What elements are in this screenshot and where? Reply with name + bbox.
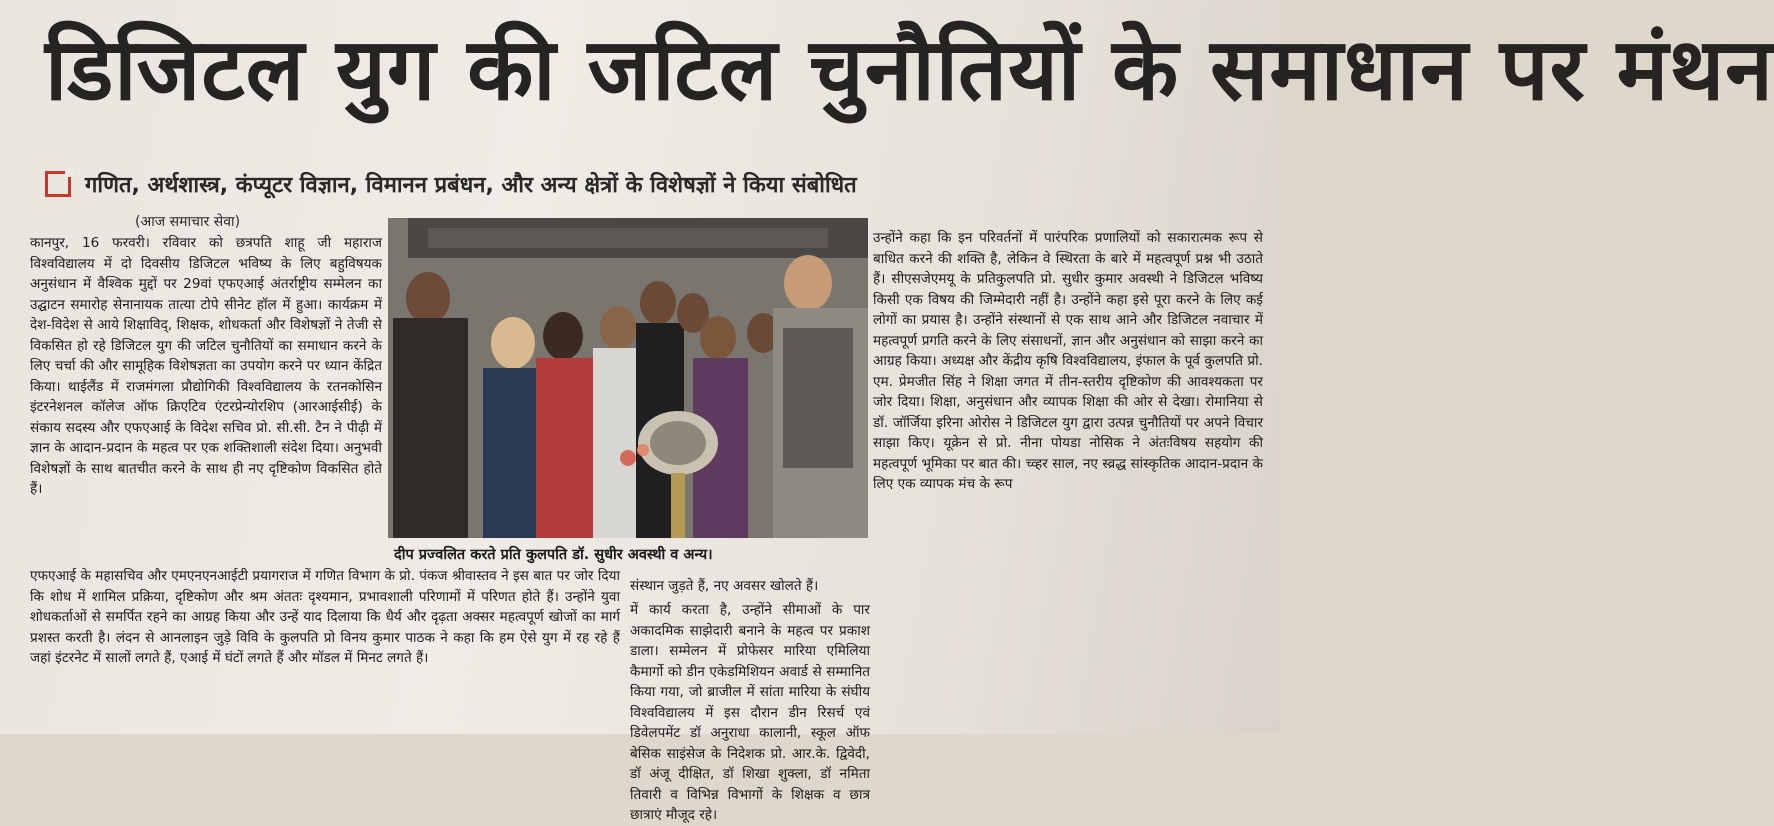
news-photo: [388, 218, 868, 538]
article-paragraph: उन्होंने कहा कि इन परिवर्तनों में पारंपरिक प्रणालियों को सकारात्मक रूप से बाधित करने की शक्ति है, लेकिन वे स्थिरता के बारे में महत्वपूर्ण प्रश्न भी उठाते हैं। सीएसजेएमयू के प्रतिकुलपति प्रो. सुधीर कुमार अवस्थी ने डिजिटल भविष्य किसी एक विषय की जिम्मेदारी नहीं है। उन्होंने कहा इसे पूरा करने के लिए कई लोगों का प्रयास है। उन्होंने संस्थानों से एक साथ आने और डिजिटल नवाचार में महत्वपूर्ण प्रगति करने के लिए संसाधनों, ज्ञान और अनुसंधान को साझा करने का आग्रह किया। अध्यक्ष और केंद्रीय कृषि विश्वविद्यालय, इंफाल के पूर्व कुलपति प्रो. एम. प्रेमजीत सिंह ने शिक्षा जगत में तीन-स्तरीय दृष्टिकोण की आवश्यकता पर जोर दिया। शिक्षा, अनुसंधान और व्यापक शिक्षा की ओर से देखा। रोमानिया से डॉ. जॉर्जिया इरिना ओरोस ने डिजिटल युग द्वारा उत्पन्न चुनौतियों पर अपने विचार साझा किए। यूक्रेन से प्रो. नीना पोयडा नोसिक ने अंतःविषय सहयोग की महत्वपूर्ण भूमिका पर बात की। च्व्हर साल, नए स्व्रद्ध सांस्कृतिक आदान-प्रदान के लिए एक व्यापक मंच के रूप: [873, 230, 1263, 492]
article-paragraph: संस्थान जुड़ते हैं, नए अवसर खोलते हैं।: [630, 578, 819, 594]
article-column-right: [873, 228, 1263, 718]
subheadline-row: [45, 162, 1265, 206]
photo-caption: दीप प्रज्वलित करते प्रति कुलपति डॉ. सुधीर अवस्थी व अन्य।: [394, 547, 713, 563]
headline: डिजिटल युग की जटिल चुनौतियों के समाधान पर मंथन: [45, 20, 1774, 120]
byline: (आज समाचार सेवा): [135, 214, 241, 230]
article-paragraph: एफएआई के महासचिव और एमएनएनआईटी प्रयागराज में गणित विभाग के प्रो. पंकज श्रीवास्तव ने इस बात पर जोर दिया कि शोध में शामिल प्रक्रिया, दृष्टिकोण और श्रम अंततः दृश्यमान, प्रभावशाली परिणामों में परिणत होते हैं। उन्होंने युवा शोधकर्ताओं से समर्पित रहने का आग्रह किया और उन्हें याद दिलाया कि धैर्य और दृढ़ता अक्सर महत्वपूर्ण खोजों का मार्ग प्रशस्त करती है। लंदन से आनलाइन जुड़े विवि के कुलपति प्रो विनय कुमार पाठक ने कहा कि हम ऐसे युग में रह रहे हैं जहां इंटरनेट में सालों लगते हैं, एआई में घंटों लगते हैं और मॉडल में मिनट लगते हैं।: [30, 568, 620, 666]
article-column-left: [30, 233, 382, 563]
article-paragraph: कानपुर, 16 फरवरी। रविवार को छत्रपति शाहू जी महाराज विश्वविद्यालय में दो दिवसीय डिजिटल भविष्य के लिए बहुविषयक अनुसंधान में वैश्विक मुद्दों पर 29वां एफएआई अंतर्राष्ट्रीय सम्मेलन का उद्घाटन समारोह सेनानायक तात्या टोपे सीनेट हॉल में हुआ। कार्यक्रम में देश-विदेश से आये शिक्षाविद्, शिक्षक, शोधकर्ता और विशेषज्ञों ने तेजी से विकसित हो रहे डिजिटल युग की जटिल चुनौतियों का समाधान करने के लिए चर्चा की और सामूहिक विशेषज्ञता का उपयोग करने पर ध्यान केंद्रित किया। थाईलैंड में राजमंगला प्रौद्योगिकी विश्वविद्यालय के रतनकोसिन इंटरनेशनल कॉलेज ऑफ क्रिएटिव एंटरप्रेन्योरशिप (आरआईसीई) के संकाय सदस्य और एफएआई के विदेश सचिव प्रो. सी.सी. टैन ने पीढ़ी में ज्ञान के आदान-प्रदान के महत्व पर एक शक्तिशाली संदेश दिया। अनुभवी विशेषज्ञों के साथ बातचीत करने के साथ ही नए दृष्टिकोण विकसित होते हैं।: [30, 235, 382, 497]
article-paragraph: में कार्य करता है, उन्होंने सीमाओं के पार अकादमिक साझेदारी बनाने के महत्व पर प्रकाश डाला। सम्मेलन में प्रोफेसर मारिया एमिलिया कैमार्गो को डीन एकेडमिशियन अवार्ड से सम्मानित किया गया, जो ब्राजील में सांता मारिया के संघीय विश्वविद्यालय में इस दौरान डीन रिसर्च एवं डिवेलपमेंट डॉ अनुराधा कालानी, स्कूल ऑफ बेसिक साइंसेज के निदेशक प्रो. आर.के. द्विवेदी, डॉ अंजू दीक्षित, डॉ शिखा शुक्ला, डॉ नमिता तिवारी व विभिन्न विभागों के शिक्षक व छात्र छात्राएं मौजूद रहे।: [630, 602, 870, 823]
subheadline: गणित, अर्थशास्त्र, कंप्यूटर विज्ञान, विमानन प्रबंधन, और अन्य क्षेत्रों के विशेषज्ञों ने किया संबोधित: [85, 173, 857, 198]
square-bullet-icon: [45, 171, 71, 197]
photo-illustration: [388, 218, 868, 538]
article-column-bottom-wide: [630, 600, 870, 823]
article-column-bottom-left: [30, 566, 620, 716]
article-column-bottom-mid: [630, 576, 868, 596]
